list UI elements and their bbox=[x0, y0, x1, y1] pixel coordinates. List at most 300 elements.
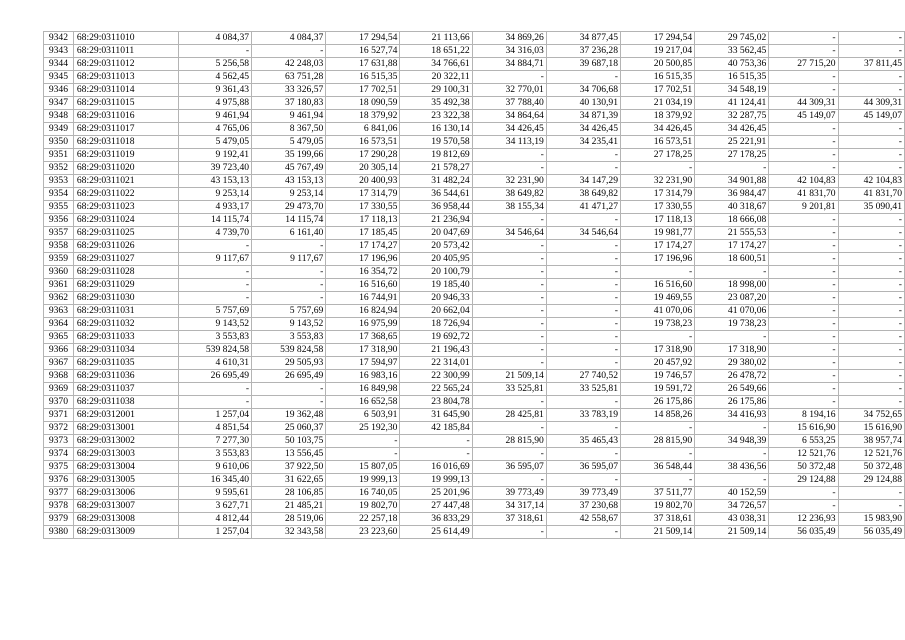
value-cell: 43 153,13 bbox=[178, 175, 251, 188]
value-cell: 21 509,14 bbox=[695, 526, 769, 539]
value-cell: - bbox=[838, 487, 904, 500]
value-cell: - bbox=[546, 474, 620, 487]
row-number-cell: 9358 bbox=[44, 240, 74, 253]
value-cell: 20 400,93 bbox=[326, 175, 400, 188]
value-cell: 32 343,58 bbox=[252, 526, 326, 539]
table-row bbox=[44, 318, 905, 331]
cadastral-number-cell: 68:29:0313008 bbox=[73, 513, 178, 526]
value-cell: 16 573,51 bbox=[326, 136, 400, 149]
table-row bbox=[44, 500, 905, 513]
row-number-cell: 9364 bbox=[44, 318, 74, 331]
value-cell: - bbox=[838, 318, 904, 331]
value-cell: 17 185,45 bbox=[326, 227, 400, 240]
value-cell: 39 773,49 bbox=[472, 487, 546, 500]
row-number-cell: 9342 bbox=[44, 32, 74, 45]
row-number-cell: 9343 bbox=[44, 45, 74, 58]
value-cell: - bbox=[472, 292, 546, 305]
row-number-cell: 9376 bbox=[44, 474, 74, 487]
value-cell: 38 957,74 bbox=[838, 435, 904, 448]
value-cell: 14 115,74 bbox=[252, 214, 326, 227]
value-cell: 34 884,71 bbox=[472, 58, 546, 71]
value-cell: 9 253,14 bbox=[178, 188, 251, 201]
row-number-cell: 9348 bbox=[44, 110, 74, 123]
value-cell: 23 804,78 bbox=[400, 396, 472, 409]
table-row bbox=[44, 383, 905, 396]
value-cell: 6 841,06 bbox=[326, 123, 400, 136]
value-cell: - bbox=[472, 396, 546, 409]
value-cell: 5 256,58 bbox=[178, 58, 251, 71]
value-cell: - bbox=[252, 240, 326, 253]
row-number-cell: 9369 bbox=[44, 383, 74, 396]
value-cell: 9 143,52 bbox=[178, 318, 251, 331]
row-number-cell: 9370 bbox=[44, 396, 74, 409]
value-cell: 15 983,90 bbox=[838, 513, 904, 526]
cadastral-number-cell: 68:29:0313005 bbox=[73, 474, 178, 487]
value-cell: - bbox=[838, 370, 904, 383]
value-cell: - bbox=[546, 526, 620, 539]
value-cell: - bbox=[838, 279, 904, 292]
value-cell: 5 479,05 bbox=[252, 136, 326, 149]
value-cell: 34 766,61 bbox=[400, 58, 472, 71]
value-cell: - bbox=[472, 526, 546, 539]
value-cell: - bbox=[178, 292, 251, 305]
row-number-cell: 9372 bbox=[44, 422, 74, 435]
value-cell: 26 695,49 bbox=[178, 370, 251, 383]
value-cell: 34 546,64 bbox=[546, 227, 620, 240]
value-cell: 9 595,61 bbox=[178, 487, 251, 500]
value-cell: 9 610,06 bbox=[178, 461, 251, 474]
cadastral-number-cell: 68:29:0311024 bbox=[73, 214, 178, 227]
data-table bbox=[43, 31, 905, 539]
value-cell: - bbox=[546, 292, 620, 305]
value-cell: 17 118,13 bbox=[620, 214, 694, 227]
value-cell: - bbox=[178, 266, 251, 279]
value-cell: - bbox=[252, 383, 326, 396]
value-cell: - bbox=[546, 240, 620, 253]
value-cell: - bbox=[769, 162, 838, 175]
value-cell: - bbox=[546, 162, 620, 175]
value-cell: 3 553,83 bbox=[178, 448, 251, 461]
table-row bbox=[44, 487, 905, 500]
value-cell: - bbox=[546, 318, 620, 331]
value-cell: 34 877,45 bbox=[546, 32, 620, 45]
row-number-cell: 9374 bbox=[44, 448, 74, 461]
value-cell: - bbox=[546, 331, 620, 344]
value-cell: 39 723,40 bbox=[178, 162, 251, 175]
value-cell: - bbox=[546, 305, 620, 318]
value-cell: 34 317,14 bbox=[472, 500, 546, 513]
value-cell: 27 178,25 bbox=[695, 149, 769, 162]
value-cell: 16 516,60 bbox=[326, 279, 400, 292]
value-cell: 23 087,20 bbox=[695, 292, 769, 305]
value-cell: 17 330,55 bbox=[326, 201, 400, 214]
table-row bbox=[44, 162, 905, 175]
value-cell: 42 248,03 bbox=[252, 58, 326, 71]
cadastral-number-cell: 68:29:0311025 bbox=[73, 227, 178, 240]
cadastral-number-cell: 68:29:0311035 bbox=[73, 357, 178, 370]
value-cell: 20 662,04 bbox=[400, 305, 472, 318]
value-cell: - bbox=[178, 45, 251, 58]
value-cell: 34 426,45 bbox=[695, 123, 769, 136]
value-cell: - bbox=[472, 422, 546, 435]
table-row bbox=[44, 32, 905, 45]
table-row bbox=[44, 97, 905, 110]
value-cell: 20 322,11 bbox=[400, 71, 472, 84]
value-cell: - bbox=[695, 422, 769, 435]
value-cell: 36 595,07 bbox=[472, 461, 546, 474]
value-cell: 17 368,65 bbox=[326, 331, 400, 344]
table-row bbox=[44, 409, 905, 422]
value-cell: 17 314,79 bbox=[326, 188, 400, 201]
cadastral-number-cell: 68:29:0313006 bbox=[73, 487, 178, 500]
table-body bbox=[44, 32, 905, 539]
value-cell: 34 548,19 bbox=[695, 84, 769, 97]
value-cell: - bbox=[252, 279, 326, 292]
value-cell: - bbox=[769, 266, 838, 279]
value-cell: - bbox=[769, 383, 838, 396]
value-cell: 1 257,04 bbox=[178, 409, 251, 422]
table-row bbox=[44, 240, 905, 253]
value-cell: 19 746,57 bbox=[620, 370, 694, 383]
cadastral-number-cell: 68:29:0313003 bbox=[73, 448, 178, 461]
value-cell: 27 715,20 bbox=[769, 58, 838, 71]
value-cell: - bbox=[838, 500, 904, 513]
value-cell: 37 811,45 bbox=[838, 58, 904, 71]
value-cell: 17 314,79 bbox=[620, 188, 694, 201]
value-cell: 50 372,48 bbox=[838, 461, 904, 474]
cadastral-number-cell: 68:29:0312001 bbox=[73, 409, 178, 422]
cadastral-number-cell: 68:29:0311033 bbox=[73, 331, 178, 344]
cadastral-number-cell: 68:29:0311021 bbox=[73, 175, 178, 188]
value-cell: - bbox=[252, 266, 326, 279]
table-row bbox=[44, 474, 905, 487]
value-cell: 17 174,27 bbox=[695, 240, 769, 253]
value-cell: - bbox=[472, 279, 546, 292]
value-cell: 15 616,90 bbox=[769, 422, 838, 435]
value-cell: 34 235,41 bbox=[546, 136, 620, 149]
value-cell: 26 695,49 bbox=[252, 370, 326, 383]
cadastral-number-cell: 68:29:0311014 bbox=[73, 84, 178, 97]
value-cell: - bbox=[695, 331, 769, 344]
table-row bbox=[44, 513, 905, 526]
value-cell: 539 824,58 bbox=[178, 344, 251, 357]
value-cell: - bbox=[178, 396, 251, 409]
value-cell: - bbox=[769, 370, 838, 383]
value-cell: 36 595,07 bbox=[546, 461, 620, 474]
value-cell: 12 521,76 bbox=[769, 448, 838, 461]
table-row bbox=[44, 123, 905, 136]
value-cell: 32 287,75 bbox=[695, 110, 769, 123]
value-cell: - bbox=[769, 214, 838, 227]
value-cell: 16 516,60 bbox=[620, 279, 694, 292]
value-cell: - bbox=[838, 227, 904, 240]
value-cell: - bbox=[695, 266, 769, 279]
value-cell: 25 192,30 bbox=[326, 422, 400, 435]
value-cell: - bbox=[838, 162, 904, 175]
value-cell: 20 405,95 bbox=[400, 253, 472, 266]
value-cell: 36 833,29 bbox=[400, 513, 472, 526]
row-number-cell: 9367 bbox=[44, 357, 74, 370]
value-cell: 17 174,27 bbox=[620, 240, 694, 253]
value-cell: 19 812,69 bbox=[400, 149, 472, 162]
value-cell: 27 447,48 bbox=[400, 500, 472, 513]
value-cell: - bbox=[838, 383, 904, 396]
value-cell: 13 556,45 bbox=[252, 448, 326, 461]
value-cell: 18 666,08 bbox=[695, 214, 769, 227]
value-cell: 18 651,22 bbox=[400, 45, 472, 58]
value-cell: - bbox=[838, 123, 904, 136]
value-cell: - bbox=[326, 448, 400, 461]
value-cell: - bbox=[695, 474, 769, 487]
value-cell: - bbox=[472, 162, 546, 175]
value-cell: 18 379,92 bbox=[326, 110, 400, 123]
value-cell: 16 345,40 bbox=[178, 474, 251, 487]
value-cell: - bbox=[769, 500, 838, 513]
row-number-cell: 9344 bbox=[44, 58, 74, 71]
value-cell: 37 236,28 bbox=[546, 45, 620, 58]
value-cell: 20 457,92 bbox=[620, 357, 694, 370]
value-cell: - bbox=[769, 279, 838, 292]
value-cell: - bbox=[546, 149, 620, 162]
value-cell: - bbox=[838, 84, 904, 97]
value-cell: 21 555,53 bbox=[695, 227, 769, 240]
cadastral-number-cell: 68:29:0311023 bbox=[73, 201, 178, 214]
value-cell: 26 175,86 bbox=[695, 396, 769, 409]
value-cell: 50 372,48 bbox=[769, 461, 838, 474]
value-cell: 5 479,05 bbox=[178, 136, 251, 149]
value-cell: 43 153,13 bbox=[252, 175, 326, 188]
value-cell: 19 362,48 bbox=[252, 409, 326, 422]
row-number-cell: 9345 bbox=[44, 71, 74, 84]
value-cell: 17 330,55 bbox=[620, 201, 694, 214]
value-cell: 29 100,31 bbox=[400, 84, 472, 97]
table-row bbox=[44, 357, 905, 370]
table-row bbox=[44, 461, 905, 474]
value-cell: 45 149,07 bbox=[838, 110, 904, 123]
value-cell: - bbox=[472, 344, 546, 357]
value-cell: - bbox=[769, 331, 838, 344]
table-row bbox=[44, 71, 905, 84]
value-cell: 38 649,82 bbox=[546, 188, 620, 201]
value-cell: 33 525,81 bbox=[472, 383, 546, 396]
cadastral-number-cell: 68:29:0311017 bbox=[73, 123, 178, 136]
value-cell: 34 726,57 bbox=[695, 500, 769, 513]
value-cell: 31 645,90 bbox=[400, 409, 472, 422]
value-cell: 63 751,28 bbox=[252, 71, 326, 84]
value-cell: 34 546,64 bbox=[472, 227, 546, 240]
value-cell: 1 257,04 bbox=[178, 526, 251, 539]
cadastral-number-cell: 68:29:0311019 bbox=[73, 149, 178, 162]
value-cell: 41 124,41 bbox=[695, 97, 769, 110]
value-cell: 35 199,66 bbox=[252, 149, 326, 162]
table-row bbox=[44, 331, 905, 344]
value-cell: 22 565,24 bbox=[400, 383, 472, 396]
value-cell: 25 221,91 bbox=[695, 136, 769, 149]
table-row bbox=[44, 448, 905, 461]
row-number-cell: 9349 bbox=[44, 123, 74, 136]
value-cell: - bbox=[178, 240, 251, 253]
value-cell: 34 113,19 bbox=[472, 136, 546, 149]
value-cell: 37 230,68 bbox=[546, 500, 620, 513]
value-cell: 16 744,91 bbox=[326, 292, 400, 305]
value-cell: - bbox=[769, 32, 838, 45]
value-cell: - bbox=[838, 253, 904, 266]
value-cell: 19 217,04 bbox=[620, 45, 694, 58]
value-cell: 29 124,88 bbox=[769, 474, 838, 487]
value-cell: 27 740,52 bbox=[546, 370, 620, 383]
value-cell: 20 047,69 bbox=[400, 227, 472, 240]
value-cell: - bbox=[769, 123, 838, 136]
value-cell: 16 016,69 bbox=[400, 461, 472, 474]
value-cell: 16 740,05 bbox=[326, 487, 400, 500]
row-number-cell: 9363 bbox=[44, 305, 74, 318]
value-cell: 39 687,18 bbox=[546, 58, 620, 71]
value-cell: 38 649,82 bbox=[472, 188, 546, 201]
value-cell: - bbox=[838, 32, 904, 45]
value-cell: 37 788,40 bbox=[472, 97, 546, 110]
value-cell: 35 492,38 bbox=[400, 97, 472, 110]
value-cell: 9 461,94 bbox=[178, 110, 251, 123]
value-cell: 19 738,23 bbox=[695, 318, 769, 331]
value-cell: 6 503,91 bbox=[326, 409, 400, 422]
table-row bbox=[44, 279, 905, 292]
table-row bbox=[44, 396, 905, 409]
row-number-cell: 9380 bbox=[44, 526, 74, 539]
table-row bbox=[44, 292, 905, 305]
value-cell: 26 478,72 bbox=[695, 370, 769, 383]
value-cell: 31 622,65 bbox=[252, 474, 326, 487]
row-number-cell: 9352 bbox=[44, 162, 74, 175]
value-cell: - bbox=[769, 149, 838, 162]
row-number-cell: 9365 bbox=[44, 331, 74, 344]
value-cell: 17 318,90 bbox=[695, 344, 769, 357]
value-cell: 19 692,72 bbox=[400, 331, 472, 344]
value-cell: 539 824,58 bbox=[252, 344, 326, 357]
value-cell: - bbox=[472, 357, 546, 370]
value-cell: 34 426,45 bbox=[620, 123, 694, 136]
value-cell: - bbox=[472, 318, 546, 331]
value-cell: 34 316,03 bbox=[472, 45, 546, 58]
cadastral-number-cell: 68:29:0311032 bbox=[73, 318, 178, 331]
value-cell: 44 309,31 bbox=[769, 97, 838, 110]
value-cell: 14 115,74 bbox=[178, 214, 251, 227]
value-cell: - bbox=[695, 448, 769, 461]
value-cell: 37 511,77 bbox=[620, 487, 694, 500]
table-row bbox=[44, 136, 905, 149]
value-cell: 38 436,56 bbox=[695, 461, 769, 474]
value-cell: 34 147,29 bbox=[546, 175, 620, 188]
value-cell: 32 770,01 bbox=[472, 84, 546, 97]
value-cell: 45 149,07 bbox=[769, 110, 838, 123]
value-cell: 31 482,24 bbox=[400, 175, 472, 188]
value-cell: - bbox=[178, 383, 251, 396]
cadastral-number-cell: 68:29:0313001 bbox=[73, 422, 178, 435]
value-cell: 19 738,23 bbox=[620, 318, 694, 331]
value-cell: 21 578,27 bbox=[400, 162, 472, 175]
value-cell: 16 824,94 bbox=[326, 305, 400, 318]
value-cell: 56 035,49 bbox=[838, 526, 904, 539]
cadastral-number-cell: 68:29:0311013 bbox=[73, 71, 178, 84]
value-cell: 18 379,92 bbox=[620, 110, 694, 123]
value-cell: 17 702,51 bbox=[620, 84, 694, 97]
value-cell: 45 767,49 bbox=[252, 162, 326, 175]
value-cell: 34 901,88 bbox=[695, 175, 769, 188]
value-cell: - bbox=[546, 396, 620, 409]
value-cell: 6 161,40 bbox=[252, 227, 326, 240]
row-number-cell: 9353 bbox=[44, 175, 74, 188]
row-number-cell: 9371 bbox=[44, 409, 74, 422]
value-cell: 33 562,45 bbox=[695, 45, 769, 58]
value-cell: 37 180,83 bbox=[252, 97, 326, 110]
row-number-cell: 9360 bbox=[44, 266, 74, 279]
value-cell: 26 175,86 bbox=[620, 396, 694, 409]
value-cell: 8 194,16 bbox=[769, 409, 838, 422]
value-cell: - bbox=[472, 71, 546, 84]
row-number-cell: 9346 bbox=[44, 84, 74, 97]
cadastral-number-cell: 68:29:0311010 bbox=[73, 32, 178, 45]
value-cell: 19 469,55 bbox=[620, 292, 694, 305]
value-cell: 35 465,43 bbox=[546, 435, 620, 448]
value-cell: 20 946,33 bbox=[400, 292, 472, 305]
value-cell: 6 553,25 bbox=[769, 435, 838, 448]
table-row bbox=[44, 305, 905, 318]
cadastral-number-cell: 68:29:0311018 bbox=[73, 136, 178, 149]
value-cell: - bbox=[838, 240, 904, 253]
value-cell: 19 999,13 bbox=[400, 474, 472, 487]
value-cell: - bbox=[546, 357, 620, 370]
table-row bbox=[44, 422, 905, 435]
value-cell: 21 509,14 bbox=[472, 370, 546, 383]
value-cell: 38 155,34 bbox=[472, 201, 546, 214]
cadastral-number-cell: 68:29:0313009 bbox=[73, 526, 178, 539]
value-cell: 17 294,54 bbox=[620, 32, 694, 45]
value-cell: - bbox=[838, 357, 904, 370]
value-cell: - bbox=[620, 162, 694, 175]
value-cell: 40 753,36 bbox=[695, 58, 769, 71]
value-cell: 34 871,39 bbox=[546, 110, 620, 123]
value-cell: - bbox=[472, 149, 546, 162]
cadastral-number-cell: 68:29:0311022 bbox=[73, 188, 178, 201]
value-cell: - bbox=[546, 279, 620, 292]
table-row bbox=[44, 435, 905, 448]
value-cell: 3 553,83 bbox=[252, 331, 326, 344]
cadastral-number-cell: 68:29:0313007 bbox=[73, 500, 178, 513]
cadastral-number-cell: 68:29:0311029 bbox=[73, 279, 178, 292]
value-cell: - bbox=[769, 396, 838, 409]
value-cell: 44 309,31 bbox=[838, 97, 904, 110]
table-row bbox=[44, 84, 905, 97]
value-cell: 37 318,61 bbox=[472, 513, 546, 526]
value-cell: 16 515,35 bbox=[695, 71, 769, 84]
value-cell: 9 361,43 bbox=[178, 84, 251, 97]
value-cell: 16 975,99 bbox=[326, 318, 400, 331]
value-cell: - bbox=[472, 474, 546, 487]
value-cell: 29 745,02 bbox=[695, 32, 769, 45]
value-cell: 9 192,41 bbox=[178, 149, 251, 162]
value-cell: 33 783,19 bbox=[546, 409, 620, 422]
value-cell: 27 178,25 bbox=[620, 149, 694, 162]
value-cell: - bbox=[769, 344, 838, 357]
row-number-cell: 9368 bbox=[44, 370, 74, 383]
value-cell: 33 326,57 bbox=[252, 84, 326, 97]
value-cell: 17 174,27 bbox=[326, 240, 400, 253]
value-cell: - bbox=[838, 305, 904, 318]
value-cell: 19 185,40 bbox=[400, 279, 472, 292]
row-number-cell: 9357 bbox=[44, 227, 74, 240]
row-number-cell: 9359 bbox=[44, 253, 74, 266]
table-row bbox=[44, 526, 905, 539]
value-cell: 9 117,67 bbox=[252, 253, 326, 266]
